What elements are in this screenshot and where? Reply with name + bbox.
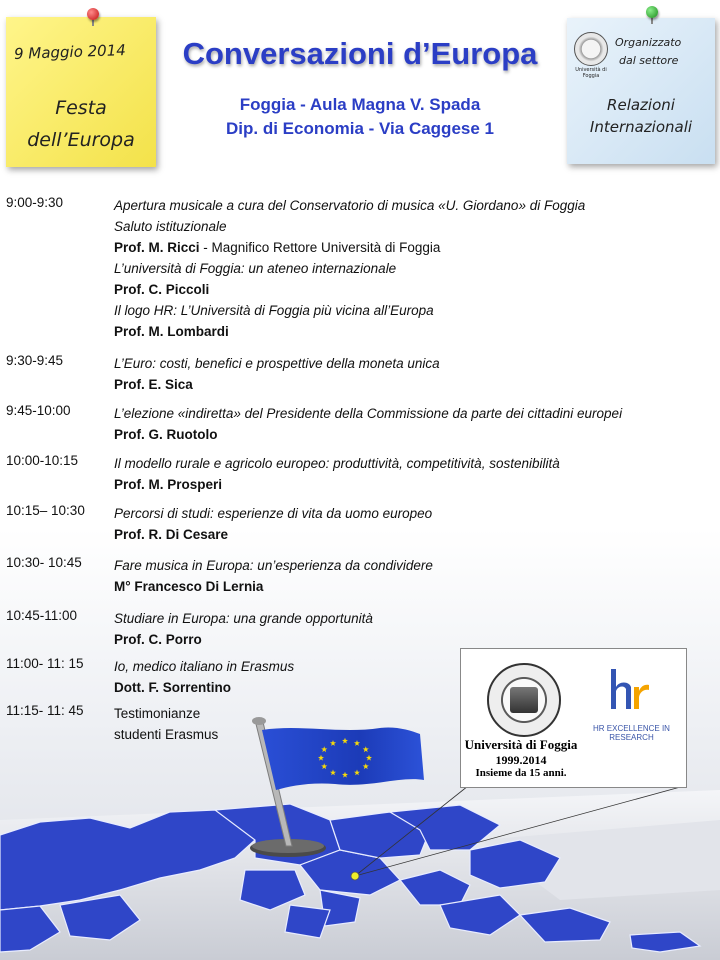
sector-label: dal settore xyxy=(619,54,679,67)
slot-content xyxy=(114,503,664,545)
talk-topic xyxy=(114,353,664,374)
speaker-name xyxy=(114,424,664,445)
international-label: Internazionali xyxy=(589,118,693,136)
line-text: Studiare in Europa: una grande opportunità xyxy=(114,611,373,626)
line-text: Saluto istituzionale xyxy=(114,219,227,234)
talk-topic xyxy=(114,403,664,424)
line-text: Percorsi di studi: esperienze di vita da uomo europeo xyxy=(114,506,433,521)
hr-logo-icon xyxy=(607,667,651,713)
speaker-name xyxy=(114,474,664,495)
line-text: Apertura musicale a cura del Conservatorio di musica «U. Giordano» di Foggia xyxy=(114,198,586,213)
page-title: Conversazioni d’Europa xyxy=(182,36,538,71)
speaker-name xyxy=(114,237,664,258)
seal-building-icon xyxy=(510,687,538,713)
line-text: studenti Erasmus xyxy=(114,727,219,742)
relations-label: Relazioni xyxy=(607,96,675,114)
talk-topic xyxy=(114,608,664,629)
organized-label: Organizzato xyxy=(615,36,682,49)
university-seal-icon xyxy=(574,32,608,66)
speaker-name xyxy=(114,576,664,597)
venue-department: Dip. di Economia - Via Caggese 1 xyxy=(226,119,494,138)
slot-time: 10:45-11:00 xyxy=(6,608,78,623)
green-pushpin-icon xyxy=(646,6,658,18)
talk-topic xyxy=(114,453,664,474)
speaker-name xyxy=(114,374,664,395)
line-text: Il logo HR: L’Università di Foggia più vicina all’Europa xyxy=(114,303,434,318)
line-text: L’elezione «indiretta» del Presidente della Commissione da parte dei cittadini europei xyxy=(114,406,623,421)
slot-time: 9:45-10:00 xyxy=(6,403,71,418)
slot-content xyxy=(114,353,664,395)
university-name: Università di Foggia xyxy=(464,737,578,752)
talk-topic xyxy=(114,216,664,237)
line-text: M° Francesco Di Lernia xyxy=(114,579,264,594)
seal-caption: Università di Foggia xyxy=(575,67,607,79)
speaker-name xyxy=(114,629,664,650)
talk-topic xyxy=(114,195,664,216)
speaker-name xyxy=(114,321,664,342)
red-pushpin-icon xyxy=(87,8,99,20)
venue-location: Foggia - Aula Magna V. Spada xyxy=(239,95,481,114)
speaker-name xyxy=(114,279,664,300)
line-text: Prof. M. Prosperi xyxy=(114,477,223,492)
slot-time: 10:30- 10:45 xyxy=(6,555,82,570)
line-text: Il modello rurale e agricolo europeo: produttività, competitività, sostenibilità xyxy=(114,456,560,471)
anniversary-tagline: Insieme da 15 anni. xyxy=(475,767,567,779)
slot-content xyxy=(114,555,664,597)
europa-day-label: dell’Europa xyxy=(27,129,135,151)
speaker-role: - Magnifico Rettore Università di Foggia xyxy=(199,240,441,255)
slot-content xyxy=(114,453,664,495)
sticky-note-date xyxy=(6,17,156,167)
slot-time: 10:00-10:15 xyxy=(6,453,79,468)
speaker-name xyxy=(114,524,664,545)
line-text: Prof. C. Piccoli xyxy=(114,282,210,297)
partner-logos-box xyxy=(460,648,687,788)
anniversary-years: 1999.2014 xyxy=(495,753,547,767)
eu-flag-icon xyxy=(262,727,424,790)
slot-time: 11:00- 11: 15 xyxy=(6,656,84,671)
university-seal-icon xyxy=(487,663,561,737)
slot-content xyxy=(114,608,664,650)
line-text: Prof. G. Ruotolo xyxy=(114,427,218,442)
line-text: Io, medico italiano in Erasmus xyxy=(114,659,295,674)
talk-topic xyxy=(114,555,664,576)
talk-topic xyxy=(114,300,664,321)
talk-topic xyxy=(114,258,664,279)
festa-label: Festa xyxy=(55,97,107,119)
slot-time: 11:15- 11: 45 xyxy=(6,703,84,718)
slot-content xyxy=(114,403,664,445)
line-text: Fare musica in Europa: un’esperienza da condividere xyxy=(114,558,433,573)
slot-time: 9:30-9:45 xyxy=(6,353,64,368)
line-text: Prof. C. Porro xyxy=(114,632,202,647)
line-text: Testimonianze xyxy=(114,706,201,721)
line-text: L’Euro: costi, benefici e prospettive della moneta unica xyxy=(114,356,440,371)
line-text: Dott. F. Sorrentino xyxy=(114,680,231,695)
slot-content xyxy=(114,195,664,342)
hr-excellence-tagline: HR EXCELLENCE IN RESEARCH xyxy=(593,724,670,742)
line-text: Prof. E. Sica xyxy=(114,377,193,392)
talk-topic xyxy=(114,503,664,524)
sticky-note-organizer xyxy=(567,18,715,164)
slot-time: 9:00-9:30 xyxy=(6,195,64,210)
line-text: Prof. M. Lombardi xyxy=(114,324,229,339)
slot-time: 10:15– 10:30 xyxy=(6,503,85,518)
line-text: L’università di Foggia: un ateneo internazionale xyxy=(114,261,397,276)
line-text: Prof. M. Ricci xyxy=(114,240,200,255)
event-date: 9 Maggio 2014 xyxy=(13,41,127,63)
line-text: Prof. R. Di Cesare xyxy=(114,527,229,542)
